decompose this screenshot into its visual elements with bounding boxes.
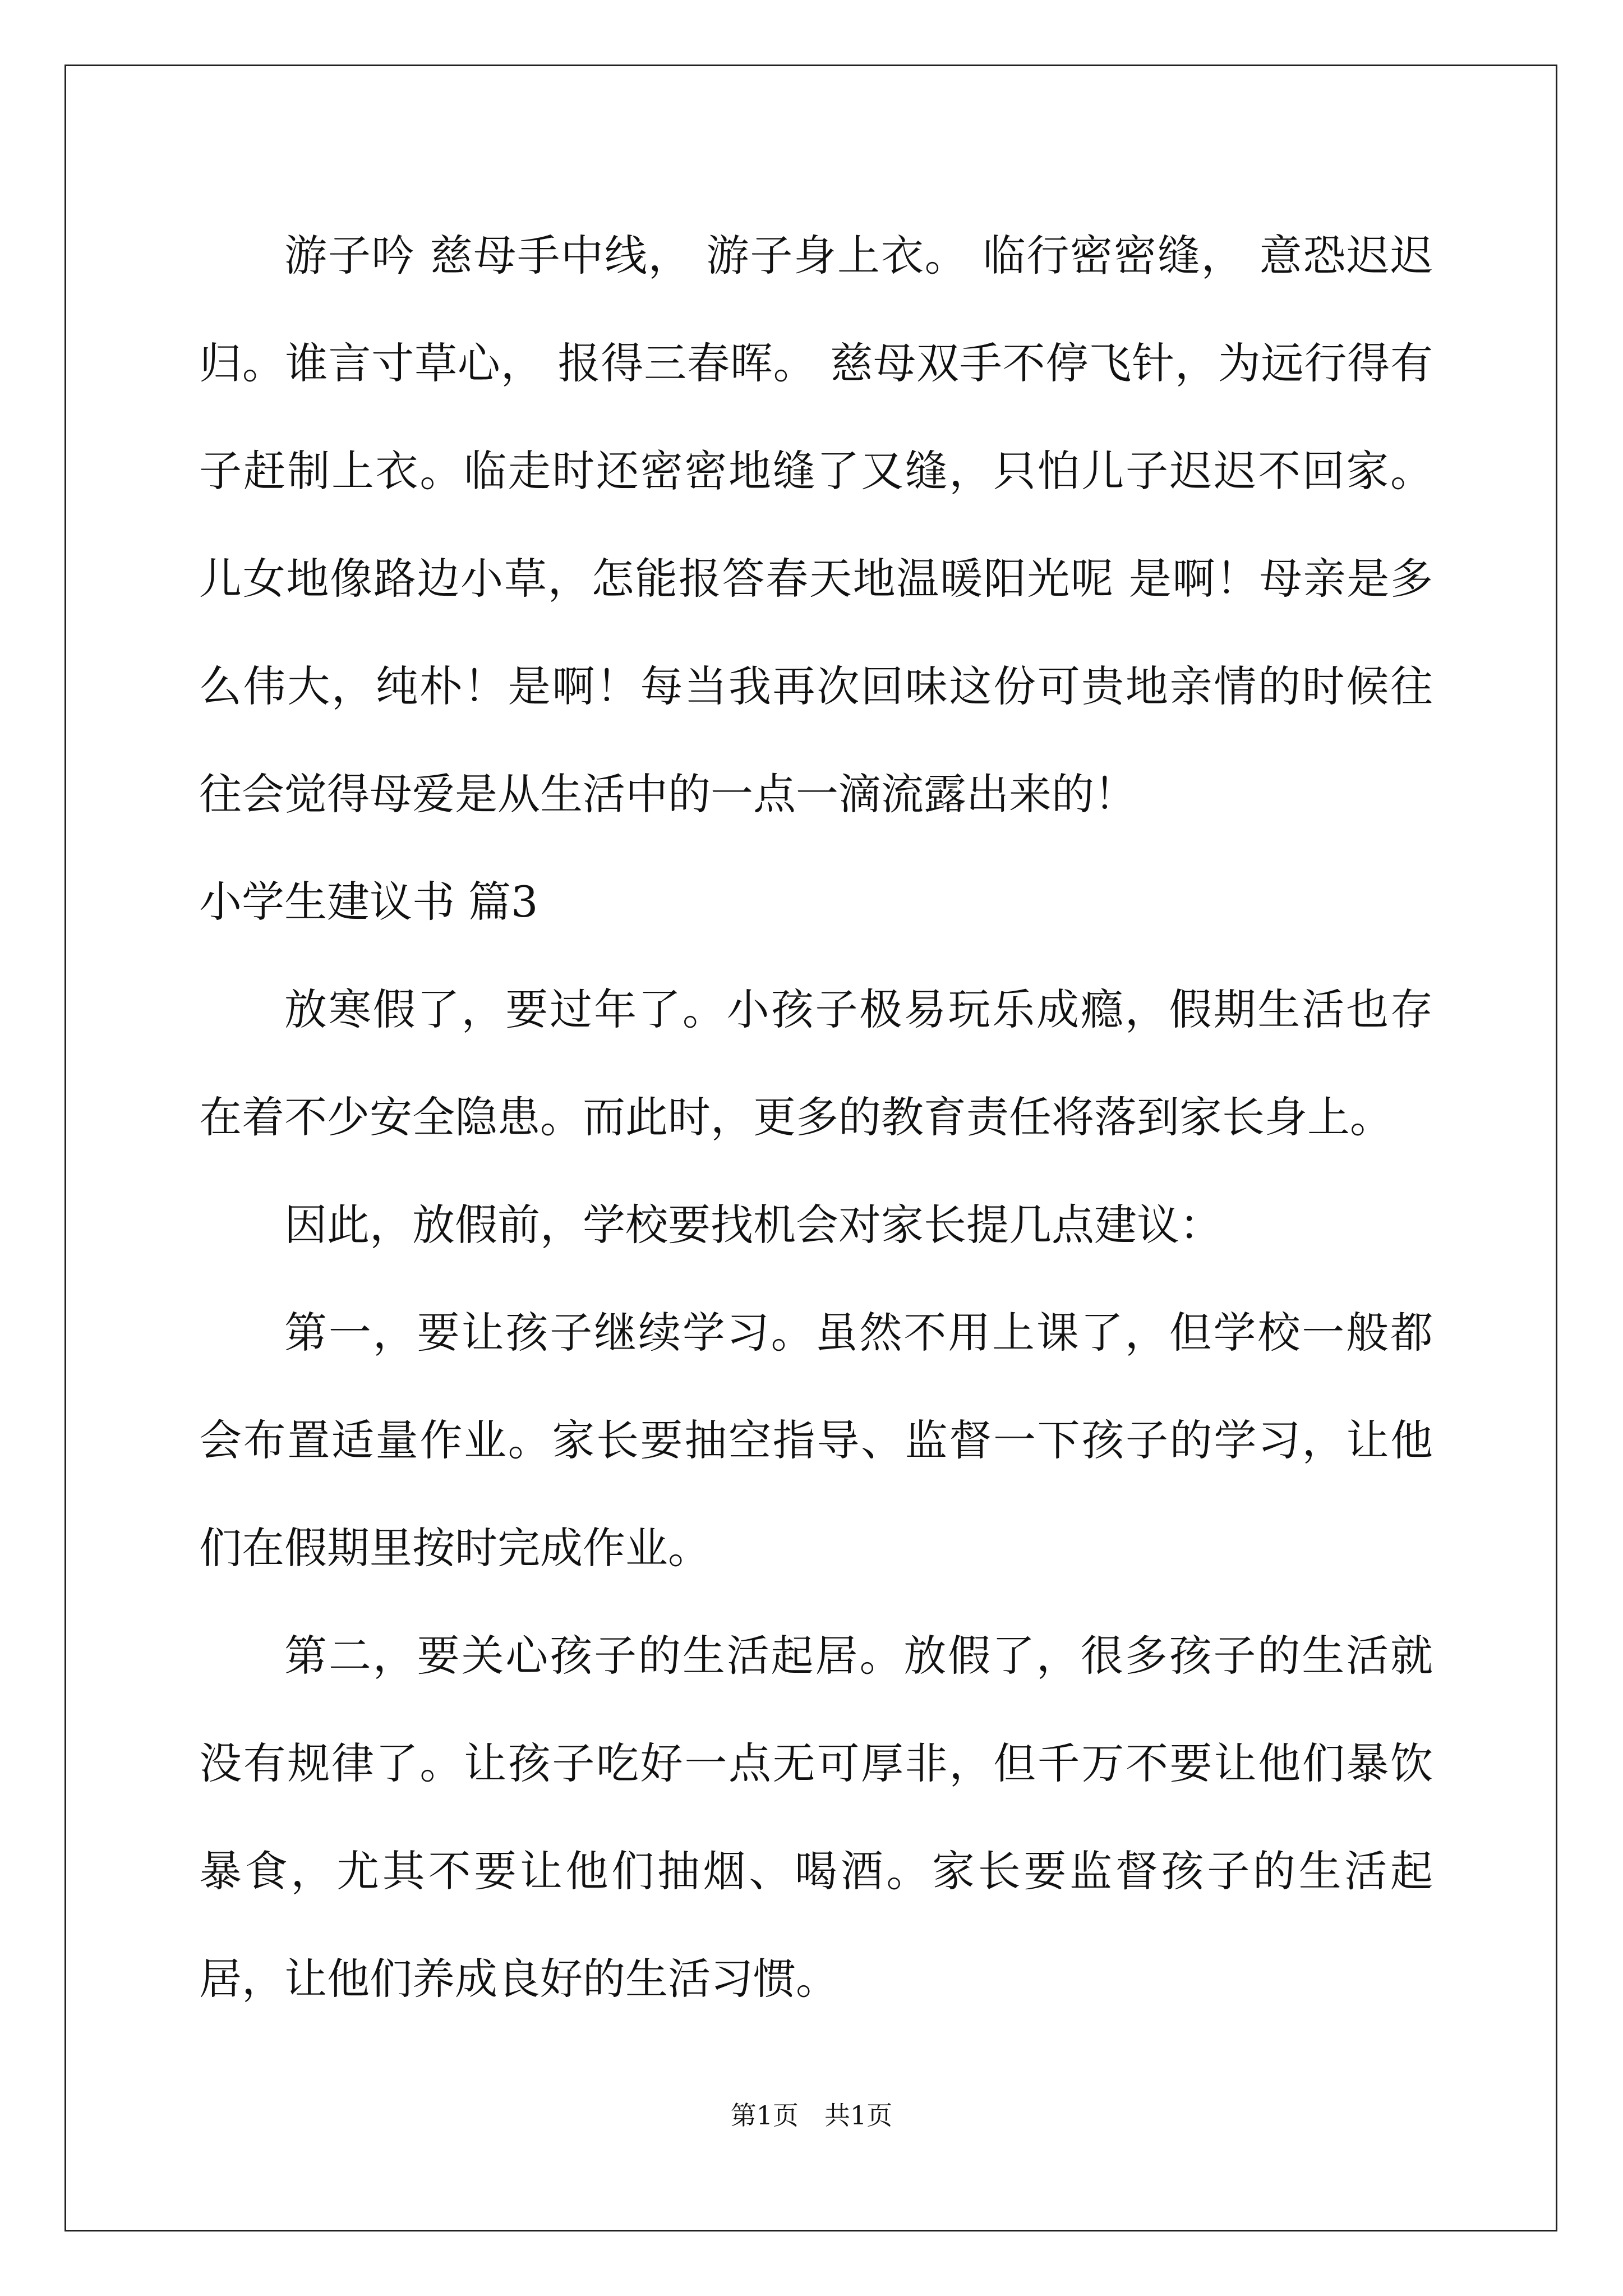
paragraph-advice-1: 第一，要让孩子继续学习。虽然不用上课了，但学校一般都会布置适量作业。家长要抽空指导、监督一下孩子的学习，让他们在假期里按时完成作业。	[199, 1308, 1433, 1573]
page-footer: 第1页 共1页	[730, 2100, 893, 2131]
paragraph-intro: 放寒假了，要过年了。小孩子极易玩乐成瘾，假期生活也存在着不少安全隐患。而此时，更多的教育责任将落到家长身上。	[199, 984, 1433, 1142]
section-heading: 小学生建议书 篇3	[199, 877, 538, 927]
document-body	[199, 202, 1433, 2033]
paragraph-poem: 游子吟 慈母手中线， 游子身上衣。 临行密密缝， 意恐迟迟归。谁言寸草心， 报得三春晖。 慈母双手不停飞针，为远行得有子赶制上衣。临走时还密密地缝了又缝，只怕儿子迟迟不回家。 儿女地像路边小草，怎能报答春天地温暖阳光呢 是啊！母亲是多么伟大，纯朴！是啊！每当我再次回味这份可贵地亲情的时候往往会觉得母爱是从生活中的一点一滴流露出来的！	[199, 231, 1433, 819]
paragraph-advice-2: 第二，要关心孩子的生活起居。放假了，很多孩子的生活就没有规律了。让孩子吃好一点无可厚非，但千万不要让他们暴饮暴食，尤其不要让他们抽烟、喝酒。家长要监督孩子的生活起居，让他们养成良好的生活习惯。	[199, 1631, 1433, 2004]
paragraph-advice-lead: 因此，放假前，学校要找机会对家长提几点建议：	[284, 1200, 1222, 1250]
